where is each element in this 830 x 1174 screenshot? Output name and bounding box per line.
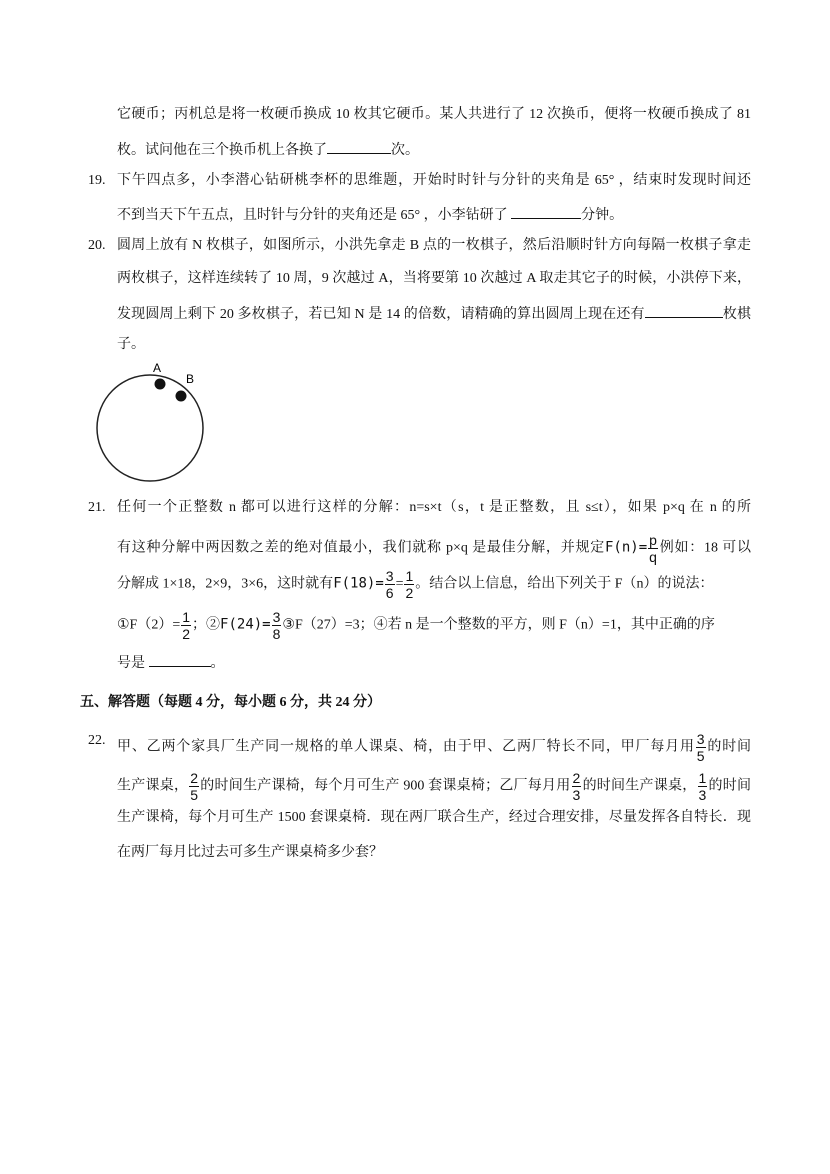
numerator: 3 xyxy=(385,568,394,584)
q20-text: 发现圆周上剩下 20 多枚棋子，若已知 N 是 14 的倍数，请精确的算出圆周上现在还有 xyxy=(117,307,645,322)
denominator: q xyxy=(649,549,657,565)
point-a-label: A xyxy=(153,361,162,375)
fraction xyxy=(385,568,395,601)
denominator: 2 xyxy=(405,585,414,601)
q18-line1: 它硬币；丙机总是将一枚硬币换成 10 枚其它硬币。某人共进行了 12 次换币，便将一枚硬币换成了 81 xyxy=(117,107,751,122)
denominator: 6 xyxy=(385,585,394,601)
q21-number: 21. xyxy=(88,500,106,515)
circle-figure xyxy=(90,355,220,490)
q21-text: 有这种分解中两因数之差的绝对值最小，我们就称 p×q 是最佳分解，并规定 xyxy=(117,540,605,556)
q20-line2: 两枚棋子，这样连续转了 10 周，9 次越过 A，当将要第 10 次越过 A 取走其它子的时候，小洪停下来， xyxy=(117,271,751,286)
q20-line3 xyxy=(117,302,751,325)
fraction xyxy=(272,609,282,642)
q22-text: 的时间 xyxy=(708,778,752,794)
numerator: 1 xyxy=(182,609,191,625)
q21-text: 。结合以上信息，给出下列关于 F（n）的说法： xyxy=(415,576,714,592)
q20-text-end: 枚棋 xyxy=(722,307,752,322)
numerator: 1 xyxy=(405,568,414,584)
fraction xyxy=(181,609,191,642)
q22-text: 的时间生产课桌， xyxy=(582,778,697,794)
denominator: 5 xyxy=(190,787,199,803)
q19-text-end: 分钟。 xyxy=(581,208,624,223)
formula-fn: F(n)= xyxy=(604,539,648,556)
point-b-dot xyxy=(176,391,187,402)
formula-fn: F(18)= xyxy=(333,575,384,592)
q18-line2 xyxy=(117,138,419,161)
denominator: 2 xyxy=(182,626,191,642)
numerator: 2 xyxy=(572,770,581,786)
q21-text: 号是 xyxy=(117,656,145,671)
q21-text-end: 。 xyxy=(210,656,225,671)
formula-fn: F(24)= xyxy=(220,616,271,633)
q19-line2 xyxy=(117,203,623,226)
q21-line4 xyxy=(117,609,715,642)
q19-text: 不到当天下午五点，且时针与分针的夹角还是 65° ，小李钻研了 xyxy=(117,208,508,223)
numerator: p xyxy=(649,532,657,548)
section-title: 五、解答题（每题 4 分，每小题 6 分，共 24 分） xyxy=(80,695,381,710)
q22-line1 xyxy=(117,731,751,764)
fraction xyxy=(189,770,199,803)
q22-number: 22. xyxy=(88,733,106,748)
fraction-p-q xyxy=(648,532,658,565)
fraction xyxy=(696,731,706,764)
q21-text: ；② xyxy=(192,617,221,633)
q22-line4: 在两厂每月比过去可多生产课桌椅多少套？ xyxy=(117,845,383,860)
q18-text: 枚。试问他在三个换币机上各换了 xyxy=(117,143,327,158)
equals: = xyxy=(395,576,404,592)
q21-text: 例如：18 可以 xyxy=(658,540,751,556)
q21-text: 分解成 1×18，2×9，3×6，这时就有 xyxy=(117,576,334,592)
q19-line1: 下午四点多，小李潜心钻研桃李杯的思维题，开始时时针与分针的夹角是 65° ，结束时发现时间还 xyxy=(117,173,751,188)
q20-number: 20. xyxy=(88,238,106,253)
denominator: 3 xyxy=(572,787,581,803)
q21-text: ①F（2）= xyxy=(117,617,181,633)
q21-answer-blank[interactable] xyxy=(149,651,211,667)
circle xyxy=(97,375,203,481)
q22-line3: 生产课椅，每个月可生产 1500 套课桌椅．现在两厂联合生产，经过合理安排，尽量发挥各自特长．现 xyxy=(117,810,751,825)
q21-line3 xyxy=(117,568,714,601)
denominator: 3 xyxy=(698,787,707,803)
q20-answer-blank[interactable] xyxy=(645,302,723,318)
q19-answer-blank[interactable] xyxy=(511,203,581,219)
numerator: 3 xyxy=(272,609,281,625)
numerator: 2 xyxy=(190,770,199,786)
q21-line5 xyxy=(117,651,225,674)
fraction xyxy=(698,770,708,803)
q22-line2 xyxy=(117,770,751,803)
fraction xyxy=(572,770,582,803)
q19-number: 19. xyxy=(88,173,106,188)
q22-text: 的时间生产课椅，每个月可生产 900 套课桌椅；乙厂每月用 xyxy=(200,778,571,794)
q21-line1: 任何一个正整数 n 都可以进行这样的分解：n=s×t（s，t 是正整数，且 s≤t），如果 p×q 在 n 的所 xyxy=(117,500,751,515)
point-a-dot xyxy=(155,379,166,390)
fraction xyxy=(404,568,414,601)
point-b-label: B xyxy=(186,372,195,386)
q22-text: 的时间 xyxy=(706,739,752,755)
q21-line2 xyxy=(117,532,751,565)
denominator: 5 xyxy=(696,748,705,764)
q20-line4: 子。 xyxy=(117,337,145,352)
q22-text: 甲、乙两个家具厂生产同一规格的单人课桌、椅，由于甲、乙两厂特长不同，甲厂每月用 xyxy=(117,739,695,755)
q18-answer-blank[interactable] xyxy=(327,138,391,154)
q22-text: 生产课桌， xyxy=(117,778,189,794)
q21-text: ③F（27）=3；④若 n 是一个整数的平方，则 F（n）=1，其中正确的序 xyxy=(282,617,715,633)
denominator: 8 xyxy=(272,626,281,642)
q18-text-end: 次。 xyxy=(391,143,419,158)
q20-line1: 圆周上放有 N 枚棋子，如图所示，小洪先拿走 B 点的一枚棋子，然后沿顺时针方向每隔一枚棋子拿走 xyxy=(117,238,751,253)
numerator: 3 xyxy=(696,731,705,747)
numerator: 1 xyxy=(698,770,707,786)
